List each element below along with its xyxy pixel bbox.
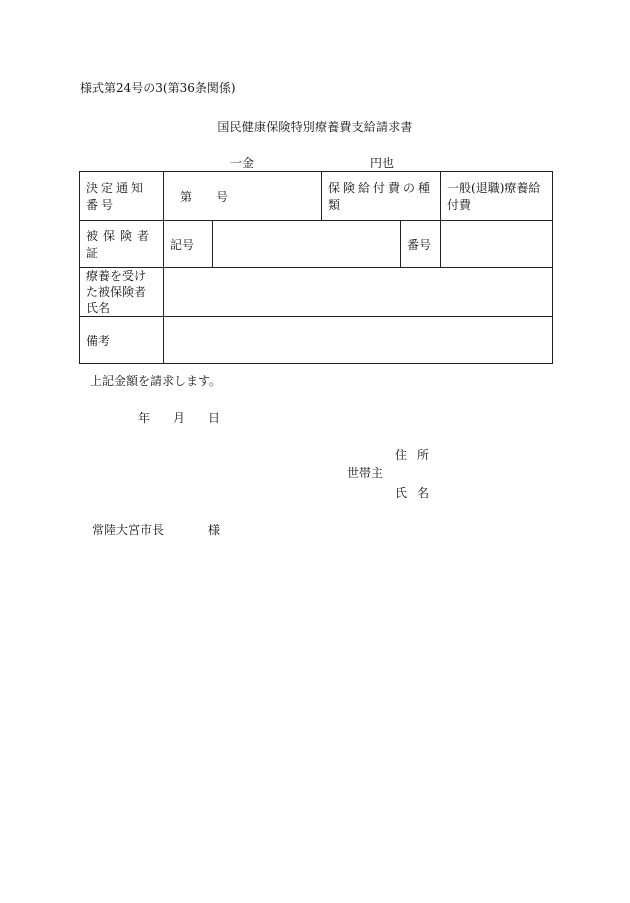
remarks-row [80,317,553,364]
symbol-label: 記号 [164,221,213,268]
recipient-row [80,268,553,317]
amount-suffix: 円也 [370,156,395,170]
applicant-address-label: 住所 [395,448,440,462]
decision-number-label: 決定通知番号 [80,172,164,221]
date-month-label: 月 [173,411,186,425]
household-head-label: 世帯主 [347,466,384,480]
decision-row [80,172,553,221]
addressee-name: 常陸大宮市長 [92,523,165,537]
insured-card-label: 被保険者証 [80,221,164,268]
date-year-label: 年 [138,411,151,425]
amount-prefix: 一金 [230,156,255,170]
document-title: 国民健康保険特別療養費支給請求書 [217,120,413,134]
insured-card-row [80,221,553,268]
decision-number-value: 第 号 [180,189,229,204]
number-label: 番号 [401,221,441,268]
benefit-type-label: 保険給付費の種類 [322,172,441,221]
addressee-honorific: 様 [208,523,221,537]
date-day-label: 日 [208,411,221,425]
symbol-field[interactable] [213,221,401,268]
request-statement: 上記金額を請求します。 [90,374,222,388]
recipient-name-label: 療養を受けた被保険者氏名 [80,268,164,317]
decision-number-field[interactable] [164,172,322,221]
remarks-field[interactable] [164,317,553,364]
recipient-name-field[interactable] [164,268,553,317]
number-field[interactable] [441,221,553,268]
applicant-name-label: 氏名 [395,486,440,500]
claim-form-table [79,171,553,364]
form-number: 様式第24号の3(第36条関係) [80,81,236,95]
remarks-label: 備考 [80,317,164,364]
benefit-type-value: 一般(退職)療養給付費 [441,172,553,221]
